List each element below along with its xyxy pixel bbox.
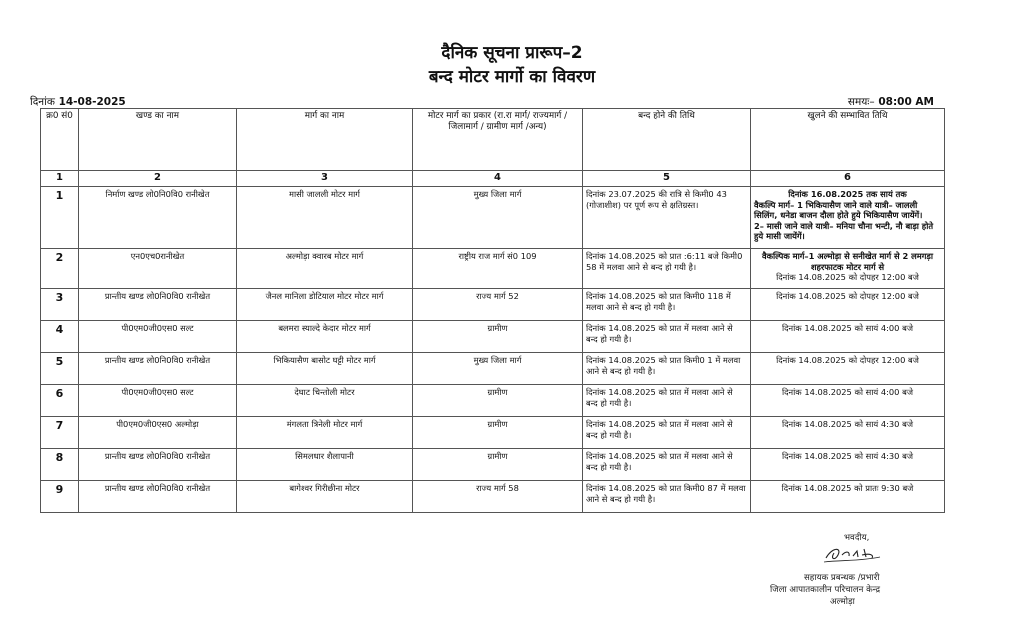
column-number: 4 bbox=[413, 171, 583, 187]
row-division: पी0एम0जी0एस0 सल्ट bbox=[79, 385, 237, 417]
column-number: 5 bbox=[583, 171, 751, 187]
row-serial: 9 bbox=[41, 481, 79, 513]
row-serial: 1 bbox=[41, 187, 79, 249]
column-number: 2 bbox=[79, 171, 237, 187]
row-road-name: देघाट चिन्तोली मोटर bbox=[237, 385, 413, 417]
column-number-row bbox=[41, 171, 945, 187]
header-serial: क्र0 सं0 bbox=[41, 109, 79, 171]
row-road-name: मंगलता त्रिनेली मोटर मार्ग bbox=[237, 417, 413, 449]
row-opening-date: दिनांक 14.08.2025 को दोपहर 12:00 बजे bbox=[751, 353, 945, 385]
row-road-type: राष्ट्रीय राज मार्ग सं0 109 bbox=[413, 249, 583, 289]
row-closed-date: दिनांक 14.08.2025 को प्रात किमी0 87 में मलवा आने से बन्द हो गयी है। bbox=[583, 481, 751, 513]
date-value: 14-08-2025 bbox=[58, 96, 126, 108]
row-road-type: राज्य मार्ग 58 bbox=[413, 481, 583, 513]
opening-line: वैकल्पि मार्ग– 1 भिकियासैण जाने वाले यात्री– जालली सिलिंग, धनेडा बाजन दौला होते हुये भिकियासैण जायेंगें। bbox=[754, 199, 923, 221]
table-row bbox=[41, 289, 945, 321]
row-opening-date: दिनांक 14.08.2025 को सायं 4:00 बजे bbox=[751, 385, 945, 417]
row-road-name: भिकियासैण बासोट घट्टी मोटर मार्ग bbox=[237, 353, 413, 385]
table-row bbox=[41, 249, 945, 289]
row-serial: 8 bbox=[41, 449, 79, 481]
row-opening-date: दिनांक 14.08.2025 को सायं 4:30 बजे bbox=[751, 417, 945, 449]
signatory-designation: सहायक प्रबन्धक /प्रभारी bbox=[804, 573, 880, 583]
row-serial: 6 bbox=[41, 385, 79, 417]
sign-off: भवदीय, bbox=[844, 533, 870, 543]
row-serial: 4 bbox=[41, 321, 79, 353]
table-header-row bbox=[41, 109, 945, 171]
row-road-name: बागेश्वर गिरीछीना मोटर bbox=[237, 481, 413, 513]
report-date bbox=[30, 95, 126, 109]
column-number: 3 bbox=[237, 171, 413, 187]
table-row bbox=[41, 481, 945, 513]
row-opening-date: दिनांक 14.08.2025 को दोपहर 12:00 बजे bbox=[751, 289, 945, 321]
row-division: पी0एम0जी0एस0 सल्ट bbox=[79, 321, 237, 353]
row-opening-date: दिनांक 14.08.2025 को सायं 4:00 बजे bbox=[751, 321, 945, 353]
row-road-name: बलमरा स्याल्दे केदार मोटर मार्ग bbox=[237, 321, 413, 353]
row-closed-date: दिनांक 14.08.2025 को प्रात में मलवा आने से बन्द हो गयी है। bbox=[583, 321, 751, 353]
time-label: समयः– bbox=[847, 96, 875, 108]
row-division: एन0एच0रानीखेत bbox=[79, 249, 237, 289]
handwritten-signature bbox=[822, 543, 892, 565]
opening-line: दिनांक 16.08.2025 तक सायं तक bbox=[788, 189, 907, 199]
table-row bbox=[41, 385, 945, 417]
row-serial: 2 bbox=[41, 249, 79, 289]
document-subtitle: बन्द मोटर मार्गो का विवरण bbox=[428, 67, 596, 87]
signatory-district: अल्मोड़ा bbox=[830, 597, 855, 607]
row-opening-date: दिनांक 14.08.2025 को प्रातः 9:30 बजे bbox=[751, 481, 945, 513]
report-time bbox=[848, 95, 934, 109]
row-division: प्रान्तीय खण्ड लो0नि0वि0 रानीखेत bbox=[79, 449, 237, 481]
row-closed-date: दिनांक 14.08.2025 को प्रात में मलवा आने से बन्द हो गयी है। bbox=[583, 417, 751, 449]
row-serial: 7 bbox=[41, 417, 79, 449]
header-opening-date: खुलने की सम्भावित तिथि bbox=[751, 109, 945, 171]
row-closed-date: दिनांक 14.08.2025 को प्रात किमी0 118 में मलवा आने से बन्द हो गयी है। bbox=[583, 289, 751, 321]
opening-line: वैकल्पिक मार्ग–1 अल्मोड़ा से सनीखेत मार्ग से 2 लमगड़ा शहरफाटक मोटर मार्ग से bbox=[761, 251, 934, 272]
opening-line: दिनांक 14.08.2025 को दोपहर 12:00 बजे bbox=[776, 272, 919, 283]
row-serial: 3 bbox=[41, 289, 79, 321]
row-road-name: जैनल मानिला डोटियाल मोटर मोटर मार्ग bbox=[237, 289, 413, 321]
table-row bbox=[41, 449, 945, 481]
header-division: खण्ड का नाम bbox=[79, 109, 237, 171]
row-division: प्रान्तीय खण्ड लो0नि0वि0 रानीखेत bbox=[79, 289, 237, 321]
row-road-type: मुख्य जिला मार्ग bbox=[413, 187, 583, 249]
signatory-office: जिला आपातकालीन परिचालन केन्द्र bbox=[770, 585, 881, 595]
row-division: पी0एम0जी0एस0 अल्मोड़ा bbox=[79, 417, 237, 449]
table-row bbox=[41, 417, 945, 449]
row-road-name: अल्मोड़ा क्वारब मोटर मार्ग bbox=[237, 249, 413, 289]
row-opening-date bbox=[751, 249, 945, 289]
column-number: 1 bbox=[41, 171, 79, 187]
table-row bbox=[41, 321, 945, 353]
row-road-type: राज्य मार्ग 52 bbox=[413, 289, 583, 321]
row-closed-date: दिनांक 14.08.2025 को प्रात में मलवा आने से बन्द हो गयी है। bbox=[583, 449, 751, 481]
table-row bbox=[41, 353, 945, 385]
closed-roads-table bbox=[40, 108, 945, 513]
row-division: प्रान्तीय खण्ड लो0नि0वि0 रानीखेत bbox=[79, 481, 237, 513]
document-title: दैनिक सूचना प्रारूप–2 bbox=[441, 43, 583, 63]
row-road-type: ग्रामीण bbox=[413, 449, 583, 481]
date-label: दिनांक bbox=[30, 96, 55, 108]
row-road-type: ग्रामीण bbox=[413, 385, 583, 417]
row-closed-date: दिनांक 23.07.2025 की रात्रि से किमी0 43 (गोजाशीश) पर पूर्ण रूप से क्षतिग्रस्त। bbox=[583, 187, 751, 249]
row-serial: 5 bbox=[41, 353, 79, 385]
time-value: 08:00 AM bbox=[878, 96, 934, 108]
table-row bbox=[41, 187, 945, 249]
header-closed-date: बन्द होने की तिथि bbox=[583, 109, 751, 171]
row-road-type: मुख्य जिला मार्ग bbox=[413, 353, 583, 385]
row-road-name: सिमलधार शैलापानी bbox=[237, 449, 413, 481]
row-closed-date: दिनांक 14.08.2025 को प्रात किमी0 1 में मलवा आने से बन्द हो गयी है। bbox=[583, 353, 751, 385]
header-road-name: मार्ग का नाम bbox=[237, 109, 413, 171]
row-road-type: ग्रामीण bbox=[413, 417, 583, 449]
row-road-name: मासी जालली मोटर मार्ग bbox=[237, 187, 413, 249]
row-opening-date: दिनांक 14.08.2025 को सायं 4:30 बजे bbox=[751, 449, 945, 481]
row-division: प्रान्तीय खण्ड लो0नि0वि0 रानीखेत bbox=[79, 353, 237, 385]
opening-line: 2– मासी जाने वाले यात्री– मनिया चौना भन्टी, नौ बाड़ा होते हुये मासी जायेंगें। bbox=[754, 220, 934, 242]
row-opening-date bbox=[751, 187, 945, 249]
column-number: 6 bbox=[751, 171, 945, 187]
row-closed-date: दिनांक 14.08.2025 को प्रात :6:11 बजे किमी0 58 में मलवा आने से बन्द हो गयी है। bbox=[583, 249, 751, 289]
header-road-type: मोटर मार्ग का प्रकार (रा.रा मार्ग/ राज्यमार्ग /जिलामार्ग / ग्रामीण मार्ग /अन्य) bbox=[413, 109, 583, 171]
row-division: निर्माण खण्ड लो0नि0वि0 रानीखेत bbox=[79, 187, 237, 249]
row-closed-date: दिनांक 14.08.2025 को प्रात में मलवा आने से बन्द हो गयी है। bbox=[583, 385, 751, 417]
row-road-type: ग्रामीण bbox=[413, 321, 583, 353]
